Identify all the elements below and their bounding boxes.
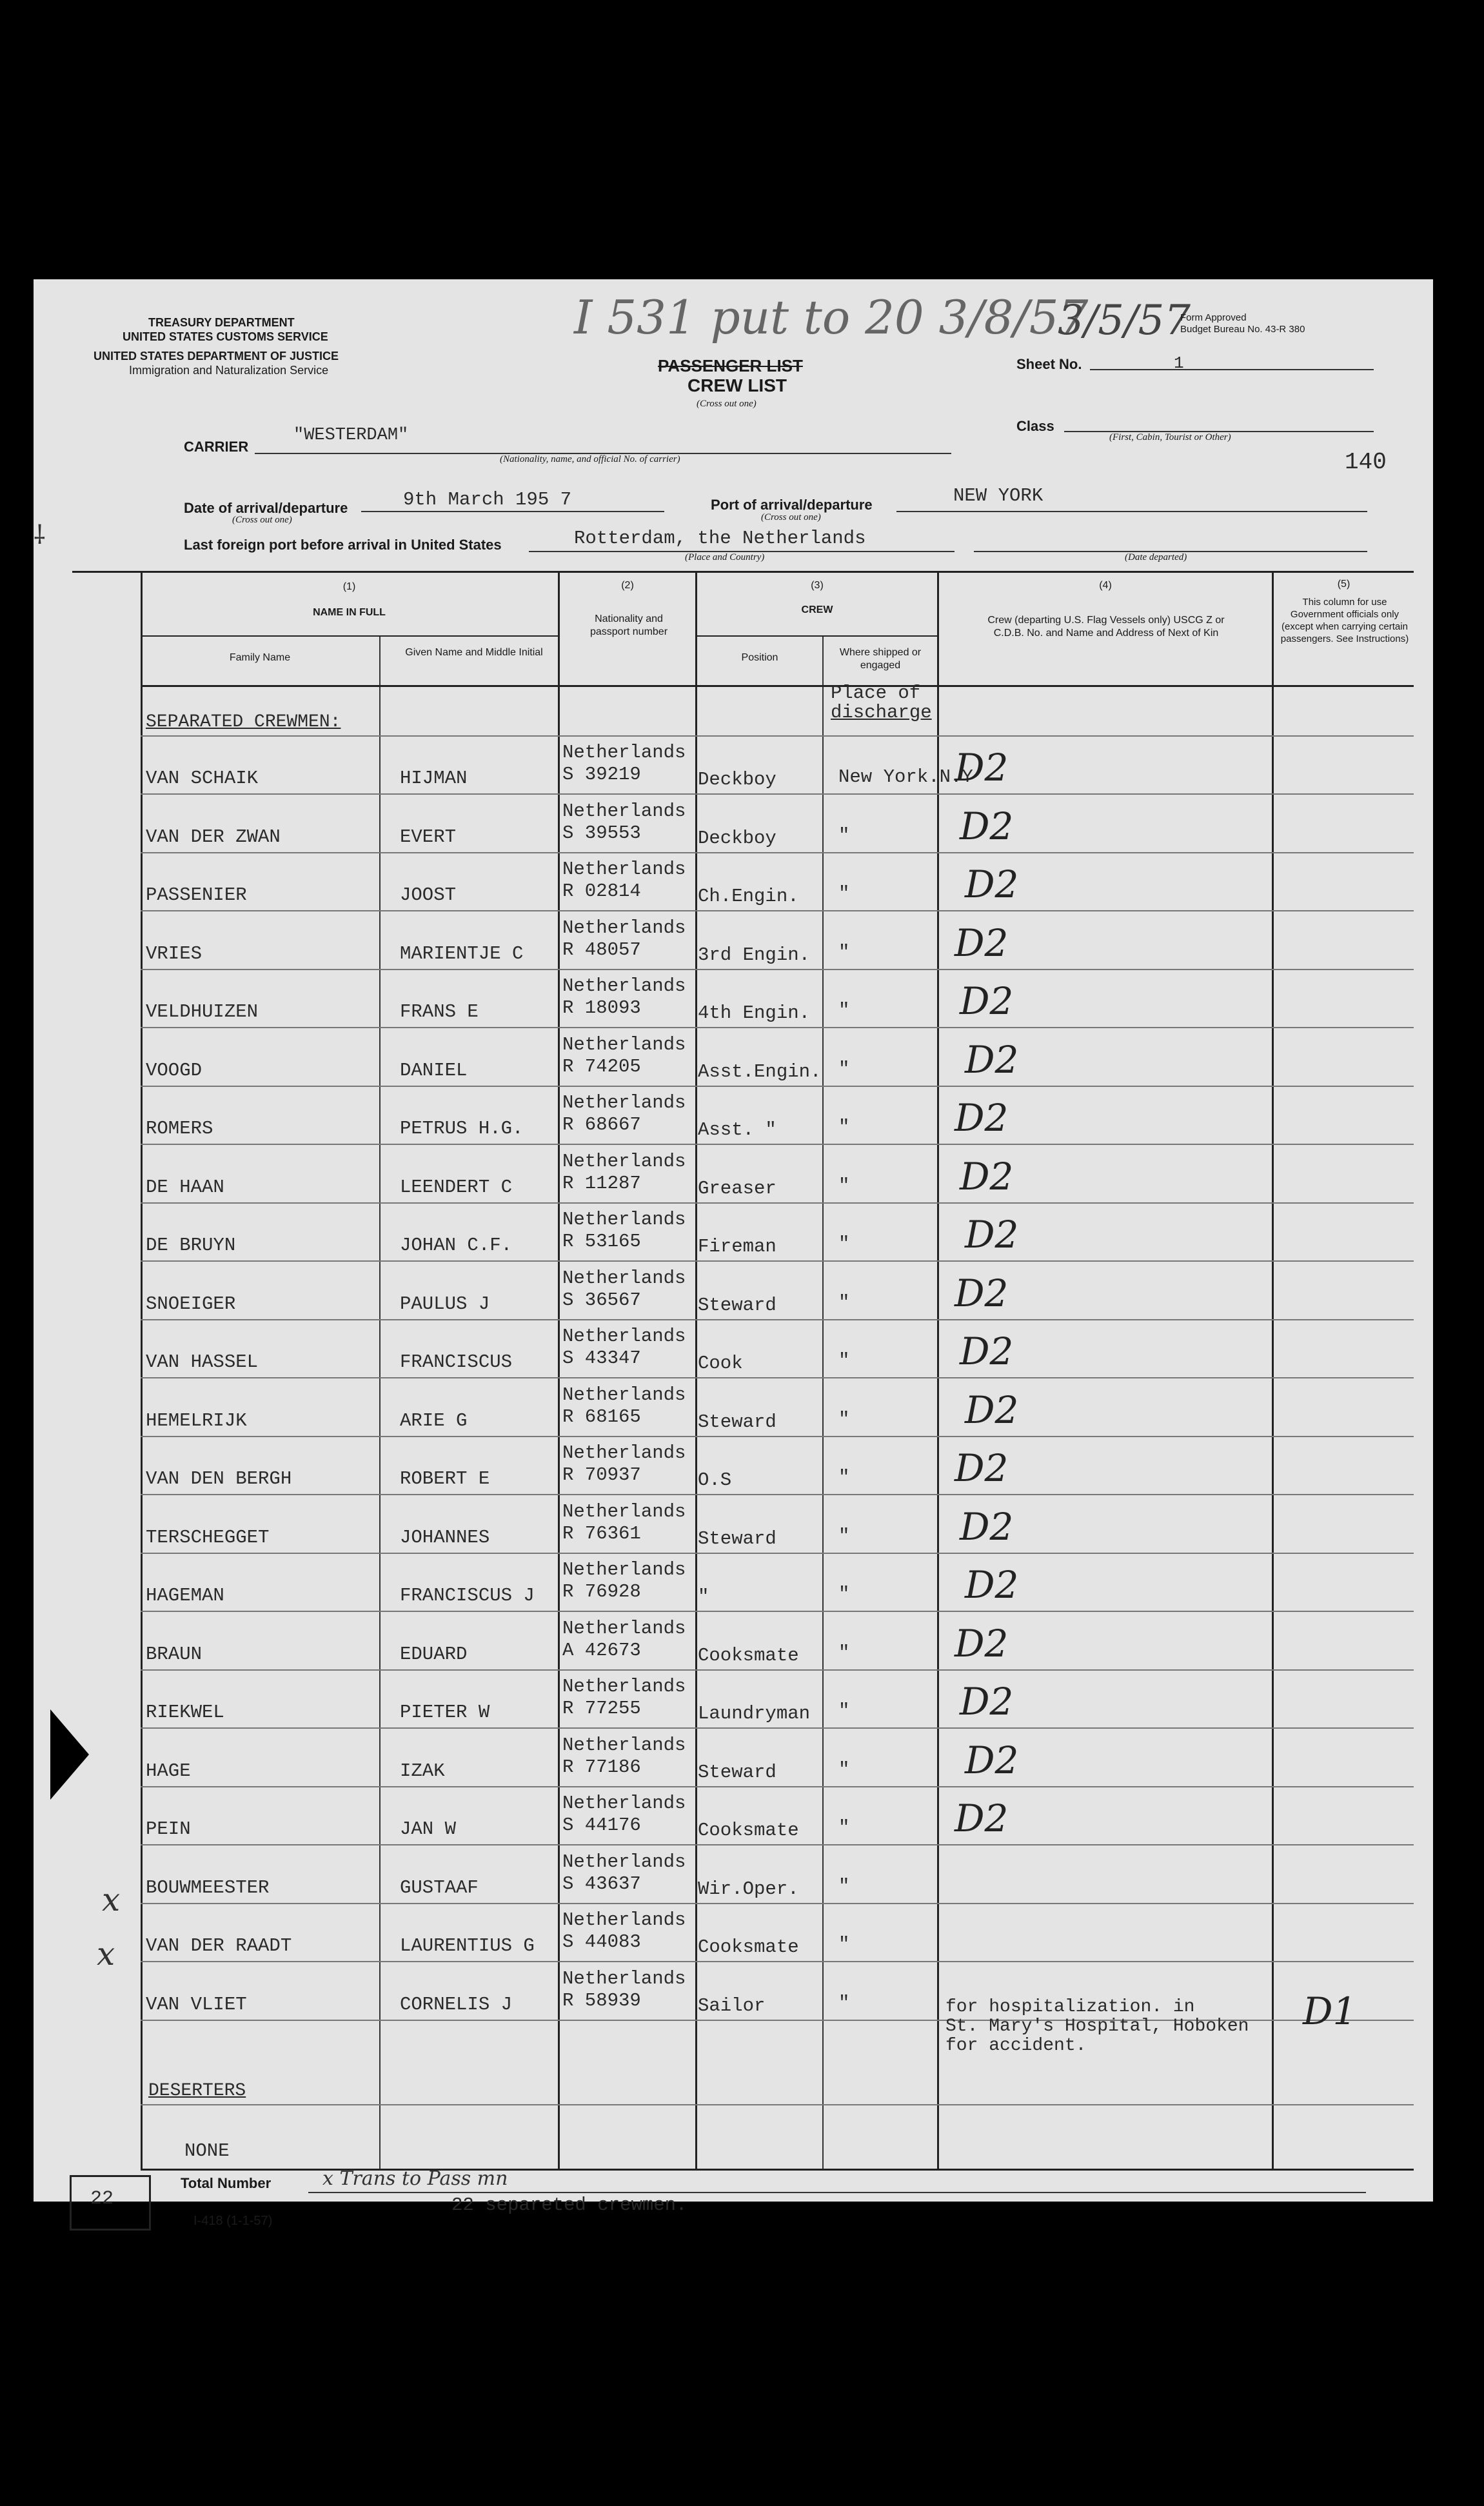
- crew-nationality: Netherlands: [562, 1618, 686, 1639]
- crew-family-name: VAN DEN BERGH: [146, 1468, 292, 1489]
- x-mark-1: x: [102, 1881, 121, 1918]
- agency-customs: UNITED STATES CUSTOMS SERVICE: [123, 330, 328, 343]
- class-label: Class: [1016, 418, 1054, 434]
- crew-family-name: VAN HASSEL: [146, 1351, 259, 1373]
- crew-given-name: JAN W: [400, 1818, 457, 1840]
- crew-given-name: JOHAN C.F.: [400, 1235, 513, 1256]
- carrier-label: CARRIER: [184, 439, 249, 455]
- row-rule: [141, 1377, 1414, 1378]
- col4-head: Crew (departing U.S. Flag Vessels only) USCG Z or C.D.B. No. and Name and Address of Next of Kin: [987, 615, 1225, 639]
- crew-given-name: GUSTAAF: [400, 1877, 479, 1898]
- date-value: 9th March 195 7: [403, 489, 572, 510]
- crew-where-shipped: ": [838, 1759, 850, 1780]
- row-rule: [141, 1202, 1414, 1204]
- col4-num: (4): [1099, 580, 1112, 591]
- col-divider-4: [937, 571, 939, 2171]
- crew-where-shipped: ": [838, 883, 850, 904]
- crew-passport-number: S 44176: [562, 1815, 641, 1836]
- crew-disposition-mark: D2: [965, 1738, 1019, 1782]
- crew-position: O.S: [698, 1469, 732, 1491]
- crew-disposition-mark: D2: [955, 1096, 1009, 1140]
- agency-justice: UNITED STATES DEPARTMENT OF JUSTICE: [94, 350, 339, 363]
- crew-position: Steward: [698, 1295, 777, 1316]
- section-separated-crewmen: SEPARATED CREWMEN:: [146, 712, 341, 732]
- crew-where-shipped: ": [838, 1059, 850, 1080]
- crew-where-shipped: ": [838, 1876, 850, 1897]
- crew-passport-number: R 48057: [562, 939, 641, 960]
- crew-passport-number: R 76928: [562, 1581, 641, 1602]
- crew-nationality: Netherlands: [562, 1501, 686, 1522]
- row-rule: [141, 1260, 1414, 1262]
- crew-family-name: VAN DER RAADT: [146, 1935, 292, 1956]
- crew-where-shipped: ": [838, 1934, 850, 1955]
- crew-given-name: EDUARD: [400, 1644, 468, 1665]
- crew-where-shipped: ": [838, 1175, 850, 1197]
- crew-nationality: Netherlands: [562, 1968, 686, 1989]
- date-line: [361, 510, 664, 512]
- crew-given-name: DANIEL: [400, 1060, 468, 1081]
- crew-nationality: Netherlands: [562, 1092, 686, 1113]
- deserters-none: NONE: [184, 2140, 230, 2162]
- row-rule: [141, 735, 1414, 737]
- col-divider-3b: [822, 635, 824, 2171]
- crew-disposition-mark: D2: [960, 1680, 1014, 1724]
- crew-family-name: VAN SCHAIK: [146, 768, 259, 789]
- col3-head: CREW: [801, 604, 833, 615]
- row-rule: [141, 1494, 1414, 1495]
- crew-nationality: Netherlands: [562, 1384, 686, 1406]
- crew-position: Wir.Oper.: [698, 1878, 799, 1900]
- crew-nationality: Netherlands: [562, 1034, 686, 1055]
- col5-num: (5): [1337, 579, 1350, 590]
- form-number: I-418 (1-1-57): [193, 2214, 273, 2228]
- budget-bureau: Budget Bureau No. 43-R 380: [1180, 324, 1305, 335]
- crew-where-shipped: New York.N.Y: [838, 766, 973, 788]
- crew-position: Steward: [698, 1762, 777, 1783]
- crew-nationality: Netherlands: [562, 1442, 686, 1464]
- crew-where-shipped: ": [838, 1117, 850, 1138]
- crew-disposition-mark: D2: [965, 1388, 1019, 1432]
- crew-nationality: Netherlands: [562, 1151, 686, 1172]
- crew-disposition-mark: D2: [960, 804, 1014, 848]
- crew-given-name: CORNELIS J: [400, 1994, 513, 2015]
- crew-where-shipped: ": [838, 1467, 850, 1488]
- head-sub-rule-3: [695, 635, 939, 637]
- crew-nationality: Netherlands: [562, 801, 686, 822]
- port-note: (Cross out one): [761, 512, 821, 522]
- row-rule: [141, 1786, 1414, 1787]
- crew-nationality: Netherlands: [562, 859, 686, 880]
- row-rule: [141, 1611, 1414, 1612]
- carrier-value: "WESTERDAM": [293, 426, 409, 445]
- col3a-head: Position: [741, 652, 778, 663]
- crew-disposition-mark: D2: [965, 862, 1019, 906]
- crew-passport-number: S 43637: [562, 1873, 641, 1894]
- port-label: Port of arrival/departure: [711, 497, 873, 513]
- crew-where-shipped: ": [838, 1350, 850, 1371]
- table-top-rule: [72, 571, 1414, 573]
- crew-position: Ch.Engin.: [698, 886, 799, 907]
- crew-where-shipped: ": [838, 942, 850, 963]
- cross-out-note: (Cross out one): [697, 399, 757, 409]
- crew-position: Cooksmate: [698, 1645, 799, 1666]
- crew-passport-number: R 76361: [562, 1523, 641, 1544]
- crew-given-name: PETRUS H.G.: [400, 1118, 524, 1139]
- crew-passport-number: R 74205: [562, 1056, 641, 1077]
- crew-given-name: IZAK: [400, 1760, 445, 1782]
- handwritten-annotation: I 531 put to 20 3/8/57: [574, 290, 1089, 344]
- crew-given-name: ARIE G: [400, 1410, 468, 1431]
- crew-passport-number: S 39219: [562, 764, 641, 785]
- total-text: 22 separeted crewmen.: [451, 2194, 688, 2216]
- crew-passport-number: S 43347: [562, 1347, 641, 1369]
- section-deserters: DESERTERS: [148, 2081, 246, 2101]
- col2-head: Nationality and passport number: [589, 613, 668, 637]
- handwritten-date: 3/5/57: [1058, 297, 1191, 344]
- crew-family-name: DE BRUYN: [146, 1235, 236, 1256]
- crew-where-shipped: ": [838, 1409, 850, 1430]
- crew-passport-number: R 02814: [562, 880, 641, 902]
- crew-where-shipped: ": [838, 1817, 850, 1838]
- date-departed-note: (Date departed): [1125, 552, 1187, 562]
- crew-family-name: VAN DER ZWAN: [146, 826, 281, 848]
- col3-num: (3): [811, 580, 824, 591]
- agency-treasury: TREASURY DEPARTMENT: [148, 316, 295, 329]
- crew-nationality: Netherlands: [562, 975, 686, 997]
- row-rule: [141, 2104, 1414, 2105]
- crew-passport-number: R 18093: [562, 997, 641, 1019]
- port-value: NEW YORK: [953, 485, 1044, 506]
- crew-nationality: Netherlands: [562, 1209, 686, 1230]
- crew-passport-number: S 44083: [562, 1931, 641, 1953]
- discharge-label: discharge: [831, 702, 932, 723]
- sheet-line: [1090, 368, 1374, 370]
- crew-position: Sailor: [698, 1995, 766, 2016]
- crew-passport-number: A 42673: [562, 1640, 641, 1661]
- col-divider-1b: [379, 635, 381, 2171]
- crew-passport-number: R 53165: [562, 1231, 641, 1252]
- crew-position: 4th Engin.: [698, 1002, 811, 1024]
- row-rule: [141, 1436, 1414, 1437]
- carrier-note: (Nationality, name, and official No. of carrier): [500, 454, 680, 464]
- row-rule: [141, 1553, 1414, 1554]
- crew-family-name: PEIN: [146, 1818, 191, 1840]
- head-sub-rule-1: [141, 635, 560, 637]
- last-port-label: Last foreign port before arrival in United States: [184, 537, 502, 553]
- crew-family-name: VRIES: [146, 943, 203, 964]
- crew-where-shipped: ": [838, 1292, 850, 1313]
- crew-given-name: FRANCISCUS: [400, 1351, 513, 1373]
- hospital-mark: D1: [1303, 1989, 1357, 2033]
- crew-given-name: PAULUS J: [400, 1293, 490, 1315]
- crew-nationality: Netherlands: [562, 1909, 686, 1931]
- crew-position: Cooksmate: [698, 1820, 799, 1841]
- crew-passport-number: R 77255: [562, 1698, 641, 1719]
- crew-disposition-mark: D2: [955, 1796, 1009, 1840]
- row-rule: [141, 1144, 1414, 1145]
- crew-disposition-mark: D2: [955, 921, 1009, 965]
- crew-position: Steward: [698, 1411, 777, 1433]
- table-left-border: [141, 571, 143, 2171]
- crew-given-name: PIETER W: [400, 1702, 490, 1723]
- crew-nationality: Netherlands: [562, 1326, 686, 1347]
- col1-head: NAME IN FULL: [313, 607, 386, 618]
- crew-family-name: VAN VLIET: [146, 1994, 247, 2015]
- page-number: 140: [1345, 449, 1387, 475]
- form-approved: Form Approved: [1180, 312, 1247, 323]
- crew-disposition-mark: D2: [955, 1446, 1009, 1490]
- crew-family-name: TERSCHEGGET: [146, 1527, 270, 1548]
- crew-where-shipped: ": [838, 825, 850, 846]
- crew-passport-number: R 70937: [562, 1464, 641, 1486]
- class-note: (First, Cabin, Tourist or Other): [1109, 432, 1231, 443]
- crew-where-shipped: ": [838, 1000, 850, 1021]
- crew-given-name: ROBERT E: [400, 1468, 490, 1489]
- row-rule: [141, 1844, 1414, 1845]
- row-rule: [141, 852, 1414, 853]
- crew-passport-number: R 68667: [562, 1114, 641, 1135]
- crew-given-name: LAURENTIUS G: [400, 1935, 535, 1956]
- crew-position: Cooksmate: [698, 1936, 799, 1958]
- port-line: [896, 510, 1367, 512]
- crew-family-name: HAGE: [146, 1760, 191, 1782]
- title-struck: PASSENGER LIST: [658, 356, 803, 375]
- date-label: Date of arrival/departure: [184, 500, 348, 516]
- crew-family-name: BRAUN: [146, 1644, 203, 1665]
- crew-disposition-mark: D2: [965, 1213, 1019, 1257]
- handwritten-trans-note: x Trans to Pass mn: [322, 2167, 508, 2190]
- side-mark: ⸸: [34, 521, 46, 550]
- col5-head: This column for use Government officials only (except when carrying certain passengers. See Instructions): [1280, 597, 1409, 644]
- crew-position: Greaser: [698, 1178, 777, 1199]
- crew-where-shipped: ": [838, 1526, 850, 1547]
- page-title: CREW LIST: [688, 375, 787, 395]
- crew-family-name: SNOEIGER: [146, 1293, 236, 1315]
- total-line: [308, 2191, 1366, 2193]
- crew-nationality: Netherlands: [562, 1793, 686, 1814]
- row-rule: [141, 793, 1414, 795]
- crew-nationality: Netherlands: [562, 1268, 686, 1289]
- crew-position: Fireman: [698, 1236, 777, 1257]
- sheet-number: 1: [1174, 353, 1184, 373]
- crew-family-name: VOOGD: [146, 1060, 203, 1081]
- crew-disposition-mark: D2: [960, 1329, 1014, 1373]
- hospital-note-2: St. Mary's Hospital, Hoboken: [945, 2016, 1249, 2036]
- crew-family-name: PASSENIER: [146, 884, 247, 906]
- crew-disposition-mark: D2: [960, 979, 1014, 1023]
- crew-passport-number: R 77186: [562, 1756, 641, 1778]
- col1b-head: Given Name and Middle Initial: [405, 647, 543, 658]
- col-divider-3: [695, 571, 697, 2171]
- crew-disposition-mark: D2: [955, 1271, 1009, 1315]
- crew-family-name: BOUWMEESTER: [146, 1877, 270, 1898]
- crew-position: Asst.Engin.: [698, 1061, 822, 1082]
- crew-nationality: Netherlands: [562, 1676, 686, 1697]
- crew-passport-number: R 68165: [562, 1406, 641, 1427]
- crew-family-name: DE HAAN: [146, 1177, 224, 1198]
- col2-num: (2): [621, 580, 634, 591]
- crew-position: ": [698, 1586, 709, 1607]
- head-bottom-rule: [141, 685, 1414, 687]
- crew-where-shipped: ": [838, 1700, 850, 1722]
- crew-family-name: VELDHUIZEN: [146, 1001, 259, 1022]
- hospital-note-1: for hospitalization. in: [945, 1997, 1195, 2017]
- crew-given-name: FRANCISCUS J: [400, 1585, 535, 1606]
- crew-position: Cook: [698, 1353, 743, 1374]
- row-rule: [141, 910, 1414, 911]
- crew-given-name: FRANS E: [400, 1001, 479, 1022]
- x-mark-2: x: [97, 1935, 115, 1973]
- crew-disposition-mark: D2: [965, 1038, 1019, 1082]
- crew-given-name: EVERT: [400, 826, 457, 848]
- crew-nationality: Netherlands: [562, 1559, 686, 1580]
- row-rule: [141, 969, 1414, 970]
- col-divider-2: [558, 571, 560, 2171]
- col1a-head: Family Name: [229, 652, 291, 663]
- crew-passport-number: S 36567: [562, 1289, 641, 1311]
- agency-immigration: Immigration and Naturalization Service: [129, 364, 329, 377]
- total-number-label: Total Number: [181, 2175, 272, 2191]
- col3b-head: Where shipped or engaged: [839, 647, 922, 671]
- crew-given-name: MARIENTJE C: [400, 943, 524, 964]
- paper-tear: [50, 1709, 89, 1800]
- col1-num: (1): [342, 581, 356, 592]
- crew-position: Asst. ": [698, 1119, 777, 1140]
- place-of-label: Place of: [831, 682, 921, 704]
- crew-given-name: HIJMAN: [400, 768, 468, 789]
- row-rule: [141, 1903, 1414, 1904]
- crew-position: Deckboy: [698, 769, 777, 790]
- row-rule: [141, 1961, 1414, 1962]
- crew-family-name: HAGEMAN: [146, 1585, 224, 1606]
- crew-disposition-mark: D2: [955, 1622, 1009, 1666]
- crew-family-name: ROMERS: [146, 1118, 213, 1139]
- crew-given-name: JOOST: [400, 884, 457, 906]
- row-rule: [141, 1319, 1414, 1320]
- crew-where-shipped: ": [838, 1584, 850, 1605]
- crew-given-name: JOHANNES: [400, 1527, 490, 1548]
- col-divider-5: [1272, 571, 1274, 2171]
- crew-passport-number: R 58939: [562, 1990, 641, 2011]
- crew-nationality: Netherlands: [562, 917, 686, 939]
- crew-nationality: Netherlands: [562, 1851, 686, 1873]
- date-note: (Cross out one): [232, 515, 292, 525]
- crew-nationality: Netherlands: [562, 742, 686, 763]
- crew-disposition-mark: D2: [960, 1155, 1014, 1198]
- crew-disposition-mark: D2: [960, 1505, 1014, 1549]
- crew-family-name: RIEKWEL: [146, 1702, 224, 1723]
- crew-disposition-mark: D2: [955, 746, 1009, 790]
- crew-position: Steward: [698, 1528, 777, 1549]
- place-note: (Place and Country): [685, 552, 765, 562]
- row-rule: [141, 1027, 1414, 1028]
- crew-disposition-mark: D2: [965, 1563, 1019, 1607]
- crew-passport-number: S 39553: [562, 822, 641, 844]
- row-rule: [141, 1727, 1414, 1729]
- crew-where-shipped: ": [838, 1993, 850, 2014]
- crew-position: 3rd Engin.: [698, 944, 811, 966]
- last-port-value: Rotterdam, the Netherlands: [574, 528, 866, 549]
- row-rule: [141, 1669, 1414, 1671]
- crew-passport-number: R 11287: [562, 1173, 641, 1194]
- crew-where-shipped: ": [838, 1642, 850, 1664]
- hospital-note-3: for accident.: [945, 2036, 1087, 2056]
- crew-position: Laundryman: [698, 1703, 811, 1724]
- crew-nationality: Netherlands: [562, 1735, 686, 1756]
- crew-family-name: HEMELRIJK: [146, 1410, 247, 1431]
- total-box-number: 22: [90, 2188, 114, 2210]
- row-rule: [141, 1086, 1414, 1087]
- crew-where-shipped: ": [838, 1233, 850, 1255]
- crew-position: Deckboy: [698, 828, 777, 849]
- crew-given-name: LEENDERT C: [400, 1177, 513, 1198]
- sheet-label: Sheet No.: [1016, 356, 1082, 372]
